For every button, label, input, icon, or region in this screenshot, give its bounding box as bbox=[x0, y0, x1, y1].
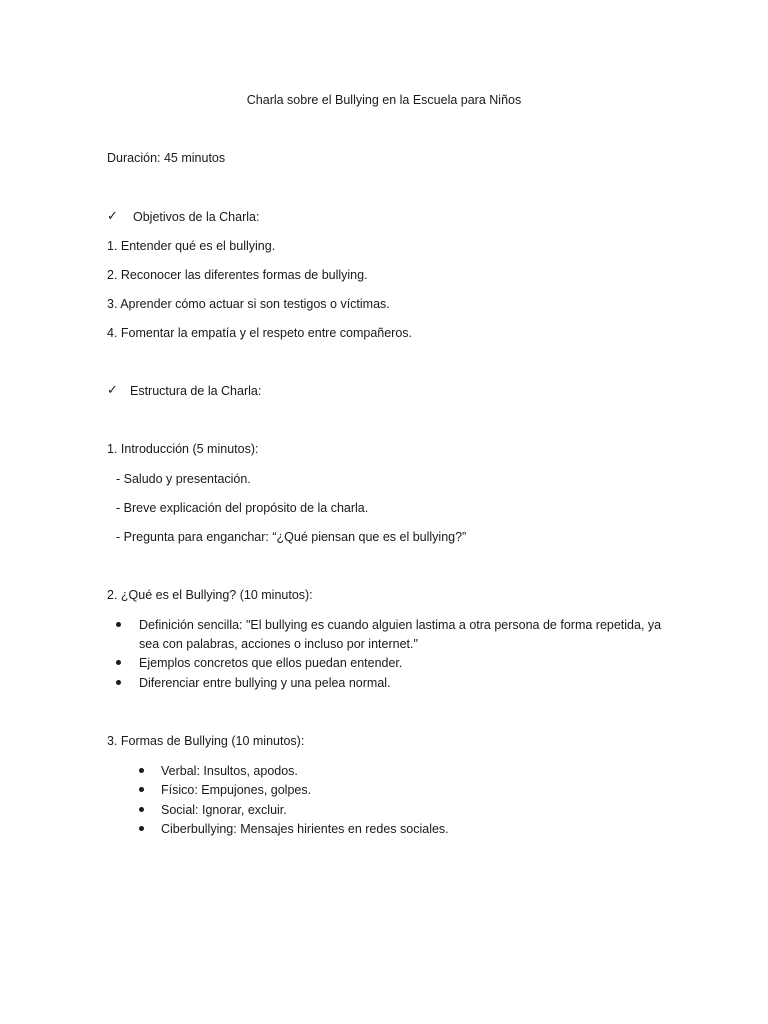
checkmark-icon: ✓ bbox=[107, 208, 118, 223]
forms-item-3: Social: Ignorar, excluir. bbox=[161, 803, 287, 817]
forms-item-1: Verbal: Insultos, apodos. bbox=[161, 764, 298, 778]
bullet-icon bbox=[139, 807, 144, 812]
bullet-icon bbox=[116, 622, 121, 627]
bullet-icon bbox=[116, 680, 121, 685]
what-is-item-1b: sea con palabras, acciones o incluso por internet." bbox=[139, 637, 418, 651]
intro-heading: 1. Introducción (5 minutos): bbox=[107, 442, 259, 456]
bullet-icon bbox=[139, 826, 144, 831]
document-title: Charla sobre el Bullying en la Escuela para Niños bbox=[246, 93, 522, 107]
objective-item-2: 2. Reconocer las diferentes formas de bullying. bbox=[107, 268, 368, 282]
duration-text: Duración: 45 minutos bbox=[107, 151, 226, 165]
forms-heading: 3. Formas de Bullying (10 minutos): bbox=[107, 734, 305, 748]
structure-heading: Estructura de la Charla: bbox=[130, 384, 262, 398]
intro-item-3: - Pregunta para enganchar: “¿Qué piensan que es el bullying?” bbox=[116, 530, 467, 544]
checkmark-icon: ✓ bbox=[107, 382, 118, 397]
objective-item-4: 4. Fomentar la empatía y el respeto entre compañeros. bbox=[107, 326, 413, 340]
bullet-icon bbox=[139, 768, 144, 773]
what-is-item-1a: Definición sencilla: "El bullying es cuando alguien lastima a otra persona de forma repetida, ya bbox=[139, 618, 662, 632]
what-is-item-2: Ejemplos concretos que ellos puedan entender. bbox=[139, 656, 403, 670]
intro-item-2: - Breve explicación del propósito de la charla. bbox=[116, 501, 369, 515]
bullet-icon bbox=[116, 660, 121, 665]
what-is-heading: 2. ¿Qué es el Bullying? (10 minutos): bbox=[107, 588, 313, 602]
what-is-item-3: Diferenciar entre bullying y una pelea normal. bbox=[139, 676, 391, 690]
forms-item-2: Físico: Empujones, golpes. bbox=[161, 783, 312, 797]
intro-item-1: - Saludo y presentación. bbox=[116, 472, 251, 486]
objective-item-3: 3. Aprender cómo actuar si son testigos o víctimas. bbox=[107, 297, 390, 311]
objective-item-1: 1. Entender qué es el bullying. bbox=[107, 239, 276, 253]
forms-item-4: Ciberbullying: Mensajes hirientes en redes sociales. bbox=[161, 822, 449, 836]
objectives-heading: Objetivos de la Charla: bbox=[133, 210, 260, 224]
bullet-icon bbox=[139, 787, 144, 792]
